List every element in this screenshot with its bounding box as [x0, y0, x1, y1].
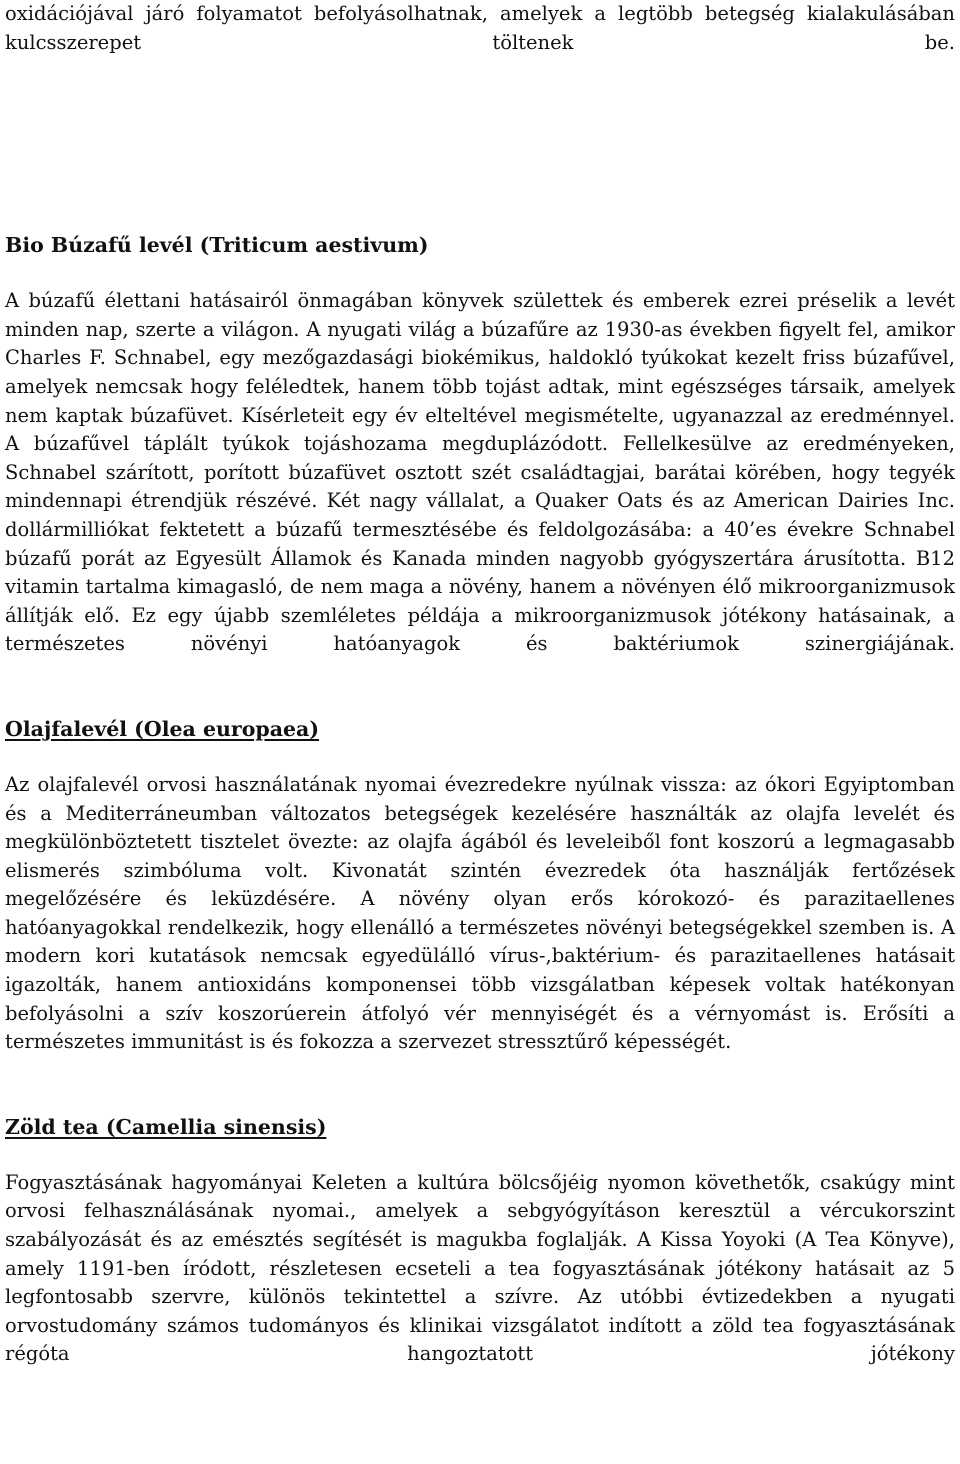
- section-body-olive-leaf: Az olajfalevél orvosi használatának nyomai évezredekre nyúlnak vissza: az ókori Egyiptomban és a Mediterráneumban változatos betegségek kezelésére használták az olajfa levelét és megkülönböztetett tisztelet övezte: az olajfa ágából és leveleiből font koszorú a legmagasabb elismerés szimbóluma volt. Kivonatát szintén évezredek óta használják fertőzések megelőzésére és leküzdésére. A növény olyan erős kórokozó- és parazitaellenes hatóanyagokkal rendelkezik, hogy ellenálló a természetes növényi betegségekkel szemben is. A modern kori kutatások nemcsak egyedülálló vírus-,baktérium- és parazitaellenes hatásait igazolták, hanem antioxidáns komponensei több vizsgálatban képesek voltak hatékonyan befolyásolni a szív koszorúerein átfolyó vér mennyiségét és a vérnyomást is. Erősíti a természetes immunitást is és fokozza a szervezet stressztűrő képességét.: [5, 772, 955, 1054]
- spacer: [5, 259, 955, 287]
- spacer: [5, 659, 955, 715]
- section-title-wheatgrass: Bio Búzafű levél (Triticum aestivum): [5, 233, 429, 258]
- document-page: [5, 0, 955, 1369]
- spacer: [5, 1141, 955, 1169]
- section-body-green-tea: Fogyasztásának hagyományai Keleten a kultúra bölcsőjéig nyomon követhetők, csakúgy mint orvosi felhasználásának nyomai., amelyek a sebgyógyításon keresztül a vércukorszint szabályozását és az emésztés segítését is magukba foglalják. A Kissa Yoyoki (A Tea Könyve), amely 1191-ben íródott, részletesen ecseteli a tea fogyasztásának jótékony hatásait az 5 legfontosabb szervre, különös tekintettel a szívre. Az utóbbi évtizedekben a nyugati orvostudomány számos tudományos és klinikai vizsgálatot indított a zöld tea fogyasztásának régóta hangoztatott jótékony: [5, 1170, 955, 1366]
- intro-paragraph: oxidációjával járó folyamatot befolyásolhatnak, amelyek a legtöbb betegség kialakulásában kulcsszerepet töltenek be.: [5, 2, 955, 54]
- section-body-wheatgrass: A búzafű élettani hatásairól önmagában könyvek születtek és emberek ezrei préselik a levét minden nap, szerte a világon. A nyugati világ a búzafűre az 1930-as években figyelt fel, amikor Charles F. Schnabel, egy mezőgazdasági biokémikus, haldokló tyúkokat kezelt friss búzafűvel, amelyek nemcsak hogy feléledtek, hanem több tojást adtak, mint egészséges társaik, amelyek nem kaptak búzafüvet. Kísérleteit egy év elteltével megismételte, ugyanazzal az eredménnyel. A búzafűvel táplált tyúkok tojáshozama megduplázódott. Fellelkesülve az eredményeken, Schnabel szárított, porított búzafüvet osztott szét családtagjai, barátai körében, hogy tegyék mindennapi étrendjük részévé. Két nagy vállalat, a Quaker Oats és az American Dairies Inc. dollármilliókat fektetett a búzafű termesztésébe és feldolgozásába: a 40’es évekre Schnabel búzafű porát az Egyesült Államok és Kanada minden nagyobb gyógyszertára árusította. B12 vitamin tartalma kimagasló, de nem maga a növény, hanem a növényen élő mikroorganizmusok állítják elő. Ez egy újabb szemléletes példája a mikroorganizmusok jótékony hatásainak, a természetes növényi hatóanyagok és baktériumok szinergiájának.: [5, 289, 955, 656]
- spacer: [5, 743, 955, 771]
- spacer: [5, 57, 955, 231]
- spacer: [5, 1057, 955, 1113]
- section-title-olive-leaf: Olajfalevél (Olea europaea): [5, 716, 320, 741]
- section-title-green-tea: Zöld tea (Camellia sinensis): [5, 1114, 327, 1139]
